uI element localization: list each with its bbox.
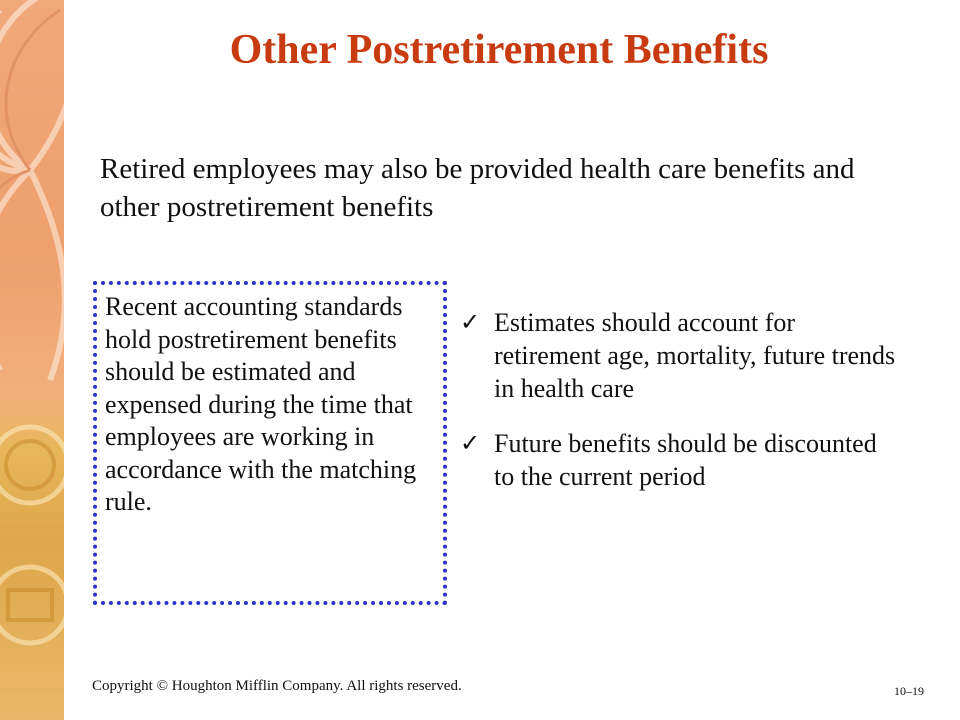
copyright-footer: Copyright © Houghton Mifflin Company. All rights reserved. [92, 678, 462, 694]
checklist [460, 306, 900, 493]
checklist-item-text: Future benefits should be discounted to the current period [494, 429, 877, 491]
check-icon: ✓ [460, 308, 481, 336]
check-icon: ✓ [460, 429, 481, 457]
decorative-side-strip [0, 0, 64, 720]
slide-number: 10–19 [894, 684, 924, 698]
box-text: Recent accounting standards hold postretirement benefits should be estimated and expensed during the time that employees are working in accordance with the matching rule. [105, 292, 417, 516]
coin-icon [0, 420, 64, 510]
slide-title: Other Postretirement Benefits [229, 27, 769, 73]
checklist-item [460, 306, 900, 405]
checklist-item-text: Estimates should account for retirement age, mortality, future trends in health care [494, 308, 896, 403]
coin-icon [0, 560, 64, 650]
accounting-standards-box [93, 281, 447, 605]
swirl-pattern-icon [0, 0, 64, 390]
checklist-item [460, 427, 900, 493]
intro-text: Retired employees may also be provided health care benefits and other postretirement benefits [100, 153, 855, 223]
